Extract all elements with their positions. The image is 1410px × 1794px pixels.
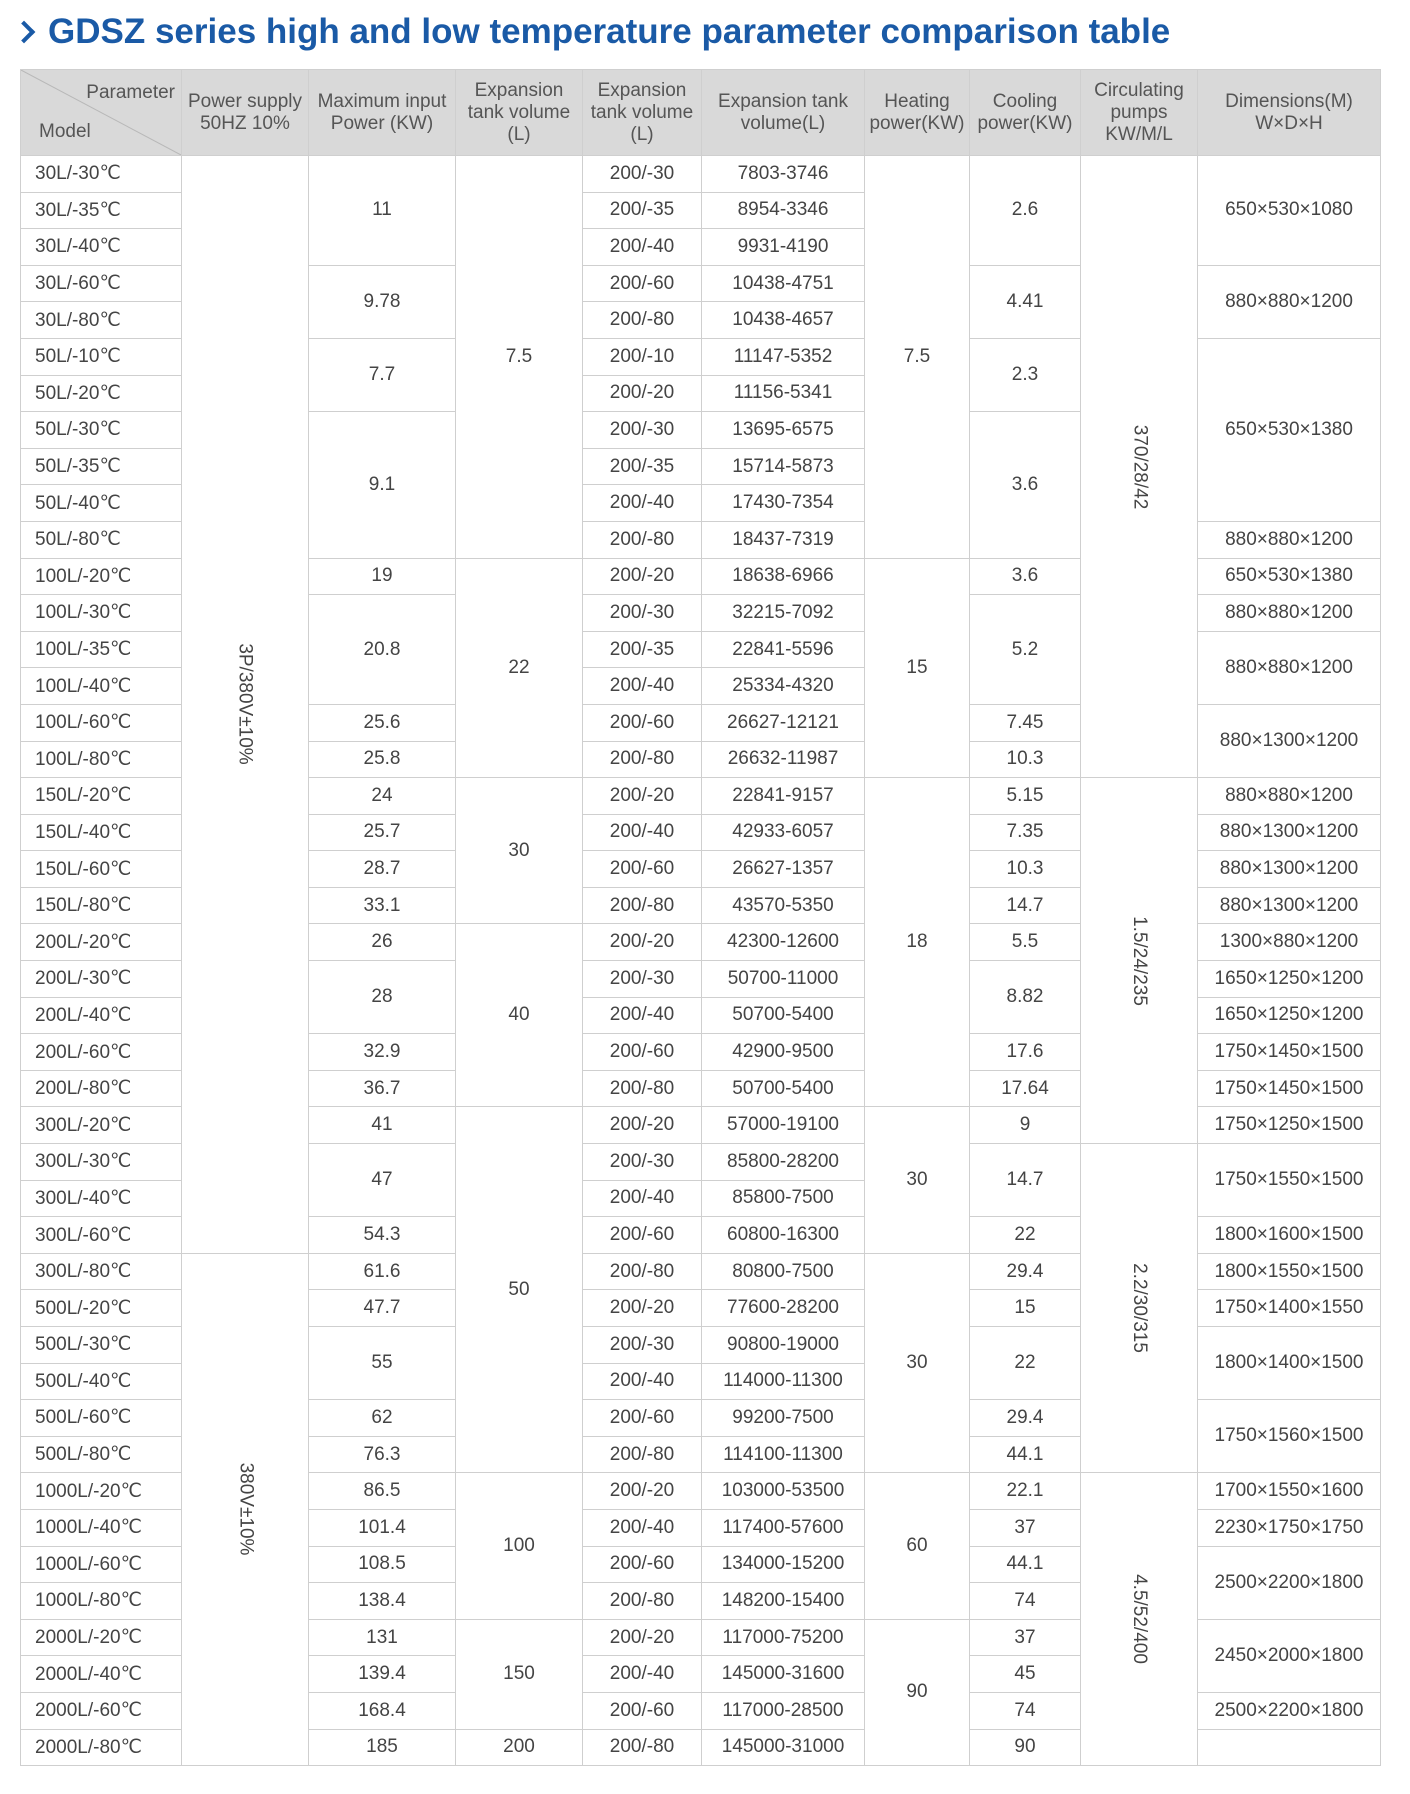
model-cell: 1000L/-40℃: [21, 1509, 182, 1546]
max-input-cell: 131: [309, 1619, 456, 1656]
model-cell: 300L/-30℃: [21, 1144, 182, 1181]
temp-range-cell: 200/-35: [583, 192, 702, 229]
max-input-cell: 20.8: [309, 595, 456, 705]
tank-volume-cell: 26632-11987: [702, 741, 865, 778]
tank-volume-cell: 43570-5350: [702, 887, 865, 924]
model-cell: 50L/-20℃: [21, 375, 182, 412]
temp-range-cell: 200/-40: [583, 1363, 702, 1400]
tank-volume-cell: 50700-5400: [702, 997, 865, 1034]
model-cell: 30L/-60℃: [21, 265, 182, 302]
max-input-cell: 138.4: [309, 1583, 456, 1620]
max-input-cell: 108.5: [309, 1546, 456, 1583]
model-cell: 200L/-20℃: [21, 924, 182, 961]
model-cell: 1000L/-60℃: [21, 1546, 182, 1583]
temp-range-cell: 200/-40: [583, 814, 702, 851]
heating-power-cell: 15: [865, 558, 970, 778]
page-title: [12, 10, 1170, 54]
model-cell: 30L/-40℃: [21, 229, 182, 266]
tank-volume-cell: 26627-12121: [702, 704, 865, 741]
temp-range-cell: 200/-60: [583, 1217, 702, 1254]
dimensions-cell: 2500×2200×1800: [1198, 1546, 1381, 1619]
max-input-cell: 41: [309, 1107, 456, 1144]
chevron-right-icon: [13, 21, 36, 44]
table-body: [21, 156, 1381, 1766]
tank-volume-cell: 145000-31000: [702, 1729, 865, 1766]
max-input-cell: 25.7: [309, 814, 456, 851]
cooling-power-cell: 14.7: [970, 1144, 1081, 1217]
dimensions-cell: 1750×1400×1550: [1198, 1290, 1381, 1327]
temp-range-cell: 200/-30: [583, 156, 702, 193]
dimensions-cell: 650×530×1380: [1198, 558, 1381, 595]
tank-volume-cell: 9931-4190: [702, 229, 865, 266]
model-cell: 50L/-30℃: [21, 412, 182, 449]
expansion-tank-cell: 150: [456, 1619, 583, 1729]
cooling-power-cell: 15: [970, 1290, 1081, 1327]
temp-range-cell: 200/-40: [583, 1180, 702, 1217]
expansion-tank-cell: 100: [456, 1473, 583, 1619]
expansion-tank-cell: 200: [456, 1729, 583, 1766]
temp-range-cell: 200/-30: [583, 1144, 702, 1181]
temp-range-cell: 200/-20: [583, 558, 702, 595]
cooling-power-cell: 90: [970, 1729, 1081, 1766]
temp-range-cell: 200/-30: [583, 412, 702, 449]
temp-range-cell: 200/-60: [583, 1034, 702, 1071]
heating-power-cell: 18: [865, 778, 970, 1107]
tank-volume-cell: 22841-5596: [702, 631, 865, 668]
model-cell: 2000L/-40℃: [21, 1656, 182, 1693]
tank-volume-cell: 42933-6057: [702, 814, 865, 851]
temp-range-cell: 200/-20: [583, 1290, 702, 1327]
max-input-cell: 28: [309, 961, 456, 1034]
model-cell: 1000L/-80℃: [21, 1583, 182, 1620]
temp-range-cell: 200/-40: [583, 668, 702, 705]
dimensions-cell: 1750×1550×1500: [1198, 1144, 1381, 1217]
model-cell: 200L/-80℃: [21, 1070, 182, 1107]
heating-power-cell: 30: [865, 1107, 970, 1253]
circulating-pumps-cell: [1081, 1473, 1198, 1766]
header-expansion-tank-3: Expansion tank volume(L): [702, 70, 865, 156]
dimensions-cell: 880×1300×1200: [1198, 814, 1381, 851]
cooling-power-cell: 22: [970, 1217, 1081, 1254]
model-cell: 150L/-80℃: [21, 887, 182, 924]
model-cell: 200L/-30℃: [21, 961, 182, 998]
tank-volume-cell: 117000-28500: [702, 1692, 865, 1729]
cooling-power-cell: 2.6: [970, 156, 1081, 266]
dimensions-cell: 650×530×1380: [1198, 338, 1381, 521]
max-input-cell: 25.6: [309, 704, 456, 741]
temp-range-cell: 200/-60: [583, 265, 702, 302]
model-cell: 2000L/-60℃: [21, 1692, 182, 1729]
temp-range-cell: 200/-10: [583, 338, 702, 375]
temp-range-cell: 200/-20: [583, 1107, 702, 1144]
max-input-cell: 9.78: [309, 265, 456, 338]
dimensions-cell: 1750×1560×1500: [1198, 1400, 1381, 1473]
model-cell: 300L/-20℃: [21, 1107, 182, 1144]
tank-volume-cell: 15714-5873: [702, 448, 865, 485]
expansion-tank-cell: 22: [456, 558, 583, 778]
tank-volume-cell: 85800-7500: [702, 1180, 865, 1217]
tank-volume-cell: 103000-53500: [702, 1473, 865, 1510]
temp-range-cell: 200/-80: [583, 1253, 702, 1290]
cooling-power-cell: 74: [970, 1692, 1081, 1729]
dimensions-cell: 1650×1250×1200: [1198, 961, 1381, 998]
parameter-table: [20, 69, 1381, 1766]
max-input-cell: 9.1: [309, 412, 456, 558]
temp-range-cell: 200/-40: [583, 997, 702, 1034]
temp-range-cell: 200/-80: [583, 302, 702, 339]
model-cell: 100L/-30℃: [21, 595, 182, 632]
model-cell: 30L/-80℃: [21, 302, 182, 339]
model-cell: 2000L/-80℃: [21, 1729, 182, 1766]
temp-range-cell: 200/-60: [583, 1692, 702, 1729]
max-input-cell: 101.4: [309, 1509, 456, 1546]
tank-volume-cell: 13695-6575: [702, 412, 865, 449]
tank-volume-cell: 80800-7500: [702, 1253, 865, 1290]
tank-volume-cell: 148200-15400: [702, 1583, 865, 1620]
temp-range-cell: 200/-80: [583, 1436, 702, 1473]
cooling-power-cell: 44.1: [970, 1546, 1081, 1583]
dimensions-cell: 1750×1450×1500: [1198, 1034, 1381, 1071]
temp-range-cell: 200/-30: [583, 595, 702, 632]
tank-volume-cell: 7803-3746: [702, 156, 865, 193]
temp-range-cell: 200/-80: [583, 1583, 702, 1620]
header-max-input: Maximum input Power (KW): [309, 70, 456, 156]
model-cell: 300L/-60℃: [21, 1217, 182, 1254]
header-cooling-power: Cooling power(KW): [970, 70, 1081, 156]
header-parameter-model: [21, 70, 182, 156]
tank-volume-cell: 10438-4657: [702, 302, 865, 339]
dimensions-cell: 650×530×1080: [1198, 156, 1381, 266]
temp-range-cell: 200/-80: [583, 1729, 702, 1766]
dimensions-cell: 880×1300×1200: [1198, 704, 1381, 777]
cooling-power-cell: 8.82: [970, 961, 1081, 1034]
dimensions-cell: 1300×880×1200: [1198, 924, 1381, 961]
max-input-cell: 76.3: [309, 1436, 456, 1473]
cooling-power-cell: 9: [970, 1107, 1081, 1144]
tank-volume-cell: 42900-9500: [702, 1034, 865, 1071]
temp-range-cell: 200/-35: [583, 631, 702, 668]
expansion-tank-cell: 40: [456, 924, 583, 1107]
circulating-pumps-cell: [1081, 156, 1198, 778]
cooling-power-cell: 2.3: [970, 338, 1081, 411]
tank-volume-cell: 90800-19000: [702, 1327, 865, 1364]
model-cell: 150L/-40℃: [21, 814, 182, 851]
model-cell: 2000L/-20℃: [21, 1619, 182, 1656]
max-input-cell: 47: [309, 1144, 456, 1217]
temp-range-cell: 200/-60: [583, 1400, 702, 1437]
temp-range-cell: 200/-20: [583, 778, 702, 815]
model-cell: 50L/-40℃: [21, 485, 182, 522]
model-cell: 500L/-20℃: [21, 1290, 182, 1327]
temp-range-cell: 200/-60: [583, 851, 702, 888]
cooling-power-cell: 7.35: [970, 814, 1081, 851]
dimensions-cell: 1800×1400×1500: [1198, 1327, 1381, 1400]
dimensions-cell: 880×880×1200: [1198, 778, 1381, 815]
dimensions-cell: [1198, 1729, 1381, 1766]
expansion-tank-cell: 50: [456, 1107, 583, 1473]
max-input-cell: 24: [309, 778, 456, 815]
model-cell: 100L/-35℃: [21, 631, 182, 668]
temp-range-cell: 200/-80: [583, 887, 702, 924]
power-supply-cell: [182, 156, 309, 1254]
tank-volume-cell: 50700-5400: [702, 1070, 865, 1107]
header-heating-power: Heating power(KW): [865, 70, 970, 156]
circulating-pumps-cell: [1081, 1144, 1198, 1473]
model-cell: 200L/-40℃: [21, 997, 182, 1034]
tank-volume-cell: 114100-11300: [702, 1436, 865, 1473]
dimensions-cell: 880×880×1200: [1198, 521, 1381, 558]
max-input-cell: 33.1: [309, 887, 456, 924]
temp-range-cell: 200/-60: [583, 704, 702, 741]
tank-volume-cell: 99200-7500: [702, 1400, 865, 1437]
dimensions-cell: 1750×1450×1500: [1198, 1070, 1381, 1107]
tank-volume-cell: 10438-4751: [702, 265, 865, 302]
max-input-cell: 168.4: [309, 1692, 456, 1729]
model-cell: 30L/-35℃: [21, 192, 182, 229]
dimensions-cell: 1800×1600×1500: [1198, 1217, 1381, 1254]
dimensions-cell: 2500×2200×1800: [1198, 1692, 1381, 1729]
max-input-cell: 55: [309, 1327, 456, 1400]
cooling-power-cell: 17.6: [970, 1034, 1081, 1071]
model-cell: 100L/-60℃: [21, 704, 182, 741]
model-cell: 500L/-60℃: [21, 1400, 182, 1437]
cooling-power-cell: 29.4: [970, 1253, 1081, 1290]
cooling-power-cell: 44.1: [970, 1436, 1081, 1473]
temp-range-cell: 200/-30: [583, 961, 702, 998]
tank-volume-cell: 42300-12600: [702, 924, 865, 961]
temp-range-cell: 200/-80: [583, 741, 702, 778]
temp-range-cell: 200/-80: [583, 1070, 702, 1107]
tank-volume-cell: 18638-6966: [702, 558, 865, 595]
model-cell: 500L/-30℃: [21, 1327, 182, 1364]
max-input-cell: 32.9: [309, 1034, 456, 1071]
dimensions-cell: 1700×1550×1600: [1198, 1473, 1381, 1510]
temp-range-cell: 200/-20: [583, 924, 702, 961]
header-power-supply: Power supply 50HZ 10%: [182, 70, 309, 156]
header-expansion-tank-1: Expansion tank volume (L): [456, 70, 583, 156]
circulating-pumps-cell-text: 4.5/52/400: [1129, 1574, 1150, 1665]
dimensions-cell: 880×1300×1200: [1198, 887, 1381, 924]
temp-range-cell: 200/-40: [583, 1656, 702, 1693]
cooling-power-cell: 10.3: [970, 741, 1081, 778]
model-cell: 50L/-35℃: [21, 448, 182, 485]
cooling-power-cell: 4.41: [970, 265, 1081, 338]
power-supply-cell-text: 380V±10%: [235, 1463, 256, 1556]
cooling-power-cell: 3.6: [970, 412, 1081, 558]
dimensions-cell: 2230×1750×1750: [1198, 1509, 1381, 1546]
max-input-cell: 36.7: [309, 1070, 456, 1107]
heating-power-cell: 30: [865, 1253, 970, 1473]
dimensions-cell: 880×880×1200: [1198, 265, 1381, 338]
cooling-power-cell: 5.5: [970, 924, 1081, 961]
tank-volume-cell: 85800-28200: [702, 1144, 865, 1181]
temp-range-cell: 200/-40: [583, 1509, 702, 1546]
tank-volume-cell: 117000-75200: [702, 1619, 865, 1656]
tank-volume-cell: 114000-11300: [702, 1363, 865, 1400]
table-row: [21, 156, 1381, 193]
expansion-tank-cell: 30: [456, 778, 583, 924]
max-input-cell: 86.5: [309, 1473, 456, 1510]
max-input-cell: 54.3: [309, 1217, 456, 1254]
cooling-power-cell: 22.1: [970, 1473, 1081, 1510]
dimensions-cell: 1800×1550×1500: [1198, 1253, 1381, 1290]
model-cell: 30L/-30℃: [21, 156, 182, 193]
tank-volume-cell: 134000-15200: [702, 1546, 865, 1583]
temp-range-cell: 200/-40: [583, 485, 702, 522]
model-cell: 1000L/-20℃: [21, 1473, 182, 1510]
circulating-pumps-cell-text: 1.5/24/235: [1129, 915, 1150, 1006]
tank-volume-cell: 50700-11000: [702, 961, 865, 998]
max-input-cell: 185: [309, 1729, 456, 1766]
model-cell: 100L/-80℃: [21, 741, 182, 778]
model-cell: 500L/-40℃: [21, 1363, 182, 1400]
power-supply-cell: [182, 1253, 309, 1765]
cooling-power-cell: 45: [970, 1656, 1081, 1693]
dimensions-cell: 880×880×1200: [1198, 631, 1381, 704]
cooling-power-cell: 37: [970, 1619, 1081, 1656]
header-dimensions: Dimensions(M) W×D×H: [1198, 70, 1381, 156]
max-input-cell: 19: [309, 558, 456, 595]
tank-volume-cell: 11147-5352: [702, 338, 865, 375]
cooling-power-cell: 14.7: [970, 887, 1081, 924]
tank-volume-cell: 25334-4320: [702, 668, 865, 705]
max-input-cell: 25.8: [309, 741, 456, 778]
model-cell: 150L/-60℃: [21, 851, 182, 888]
temp-range-cell: 200/-20: [583, 1619, 702, 1656]
temp-range-cell: 200/-20: [583, 1473, 702, 1510]
cooling-power-cell: 22: [970, 1327, 1081, 1400]
power-supply-cell-text: 3P/380V±10%: [234, 643, 256, 766]
cooling-power-cell: 5.15: [970, 778, 1081, 815]
dimensions-cell: 880×880×1200: [1198, 595, 1381, 632]
cooling-power-cell: 29.4: [970, 1400, 1081, 1437]
dimensions-cell: 1650×1250×1200: [1198, 997, 1381, 1034]
model-cell: 500L/-80℃: [21, 1436, 182, 1473]
circulating-pumps-cell-text: 370/28/42: [1129, 424, 1150, 509]
dimensions-cell: 1750×1250×1500: [1198, 1107, 1381, 1144]
cooling-power-cell: 17.64: [970, 1070, 1081, 1107]
circulating-pumps-cell: [1081, 778, 1198, 1144]
max-input-cell: 28.7: [309, 851, 456, 888]
tank-volume-cell: 8954-3346: [702, 192, 865, 229]
tank-volume-cell: 26627-1357: [702, 851, 865, 888]
model-cell: 200L/-60℃: [21, 1034, 182, 1071]
model-cell: 50L/-10℃: [21, 338, 182, 375]
temp-range-cell: 200/-40: [583, 229, 702, 266]
dimensions-cell: 2450×2000×1800: [1198, 1619, 1381, 1692]
cooling-power-cell: 37: [970, 1509, 1081, 1546]
max-input-cell: 61.6: [309, 1253, 456, 1290]
tank-volume-cell: 22841-9157: [702, 778, 865, 815]
page-title-text: GDSZ series high and low temperature parameter comparison table: [48, 12, 1171, 51]
max-input-cell: 47.7: [309, 1290, 456, 1327]
header-row: [21, 70, 1381, 156]
tank-volume-cell: 32215-7092: [702, 595, 865, 632]
model-cell: 100L/-40℃: [21, 668, 182, 705]
cooling-power-cell: 5.2: [970, 595, 1081, 705]
model-cell: 150L/-20℃: [21, 778, 182, 815]
model-cell: 300L/-80℃: [21, 1253, 182, 1290]
expansion-tank-cell: 7.5: [456, 156, 583, 559]
temp-range-cell: 200/-35: [583, 448, 702, 485]
model-cell: 300L/-40℃: [21, 1180, 182, 1217]
heating-power-cell: 60: [865, 1473, 970, 1619]
cooling-power-cell: 10.3: [970, 851, 1081, 888]
dimensions-cell: 880×1300×1200: [1198, 851, 1381, 888]
heating-power-cell: 7.5: [865, 156, 970, 559]
tank-volume-cell: 17430-7354: [702, 485, 865, 522]
temp-range-cell: 200/-60: [583, 1546, 702, 1583]
temp-range-cell: 200/-20: [583, 375, 702, 412]
cooling-power-cell: 3.6: [970, 558, 1081, 595]
heating-power-cell: 90: [865, 1619, 970, 1765]
model-cell: 50L/-80℃: [21, 521, 182, 558]
max-input-cell: 7.7: [309, 338, 456, 411]
temp-range-cell: 200/-80: [583, 521, 702, 558]
header-circulating-pumps: Circulating pumps KW/M/L: [1081, 70, 1198, 156]
tank-volume-cell: 117400-57600: [702, 1509, 865, 1546]
max-input-cell: 11: [309, 156, 456, 266]
max-input-cell: 26: [309, 924, 456, 961]
temp-range-cell: 200/-30: [583, 1327, 702, 1364]
tank-volume-cell: 77600-28200: [702, 1290, 865, 1327]
max-input-cell: 139.4: [309, 1656, 456, 1693]
tank-volume-cell: 60800-16300: [702, 1217, 865, 1254]
header-expansion-tank-2: Expansion tank volume (L): [583, 70, 702, 156]
tank-volume-cell: 145000-31600: [702, 1656, 865, 1693]
tank-volume-cell: 57000-19100: [702, 1107, 865, 1144]
header-model: Model: [39, 121, 91, 142]
cooling-power-cell: 74: [970, 1583, 1081, 1620]
tank-volume-cell: 11156-5341: [702, 375, 865, 412]
circulating-pumps-cell-text: 2.2/30/315: [1129, 1263, 1150, 1354]
header-parameter: Parameter: [86, 82, 175, 103]
tank-volume-cell: 18437-7319: [702, 521, 865, 558]
max-input-cell: 62: [309, 1400, 456, 1437]
cooling-power-cell: 7.45: [970, 704, 1081, 741]
model-cell: 100L/-20℃: [21, 558, 182, 595]
